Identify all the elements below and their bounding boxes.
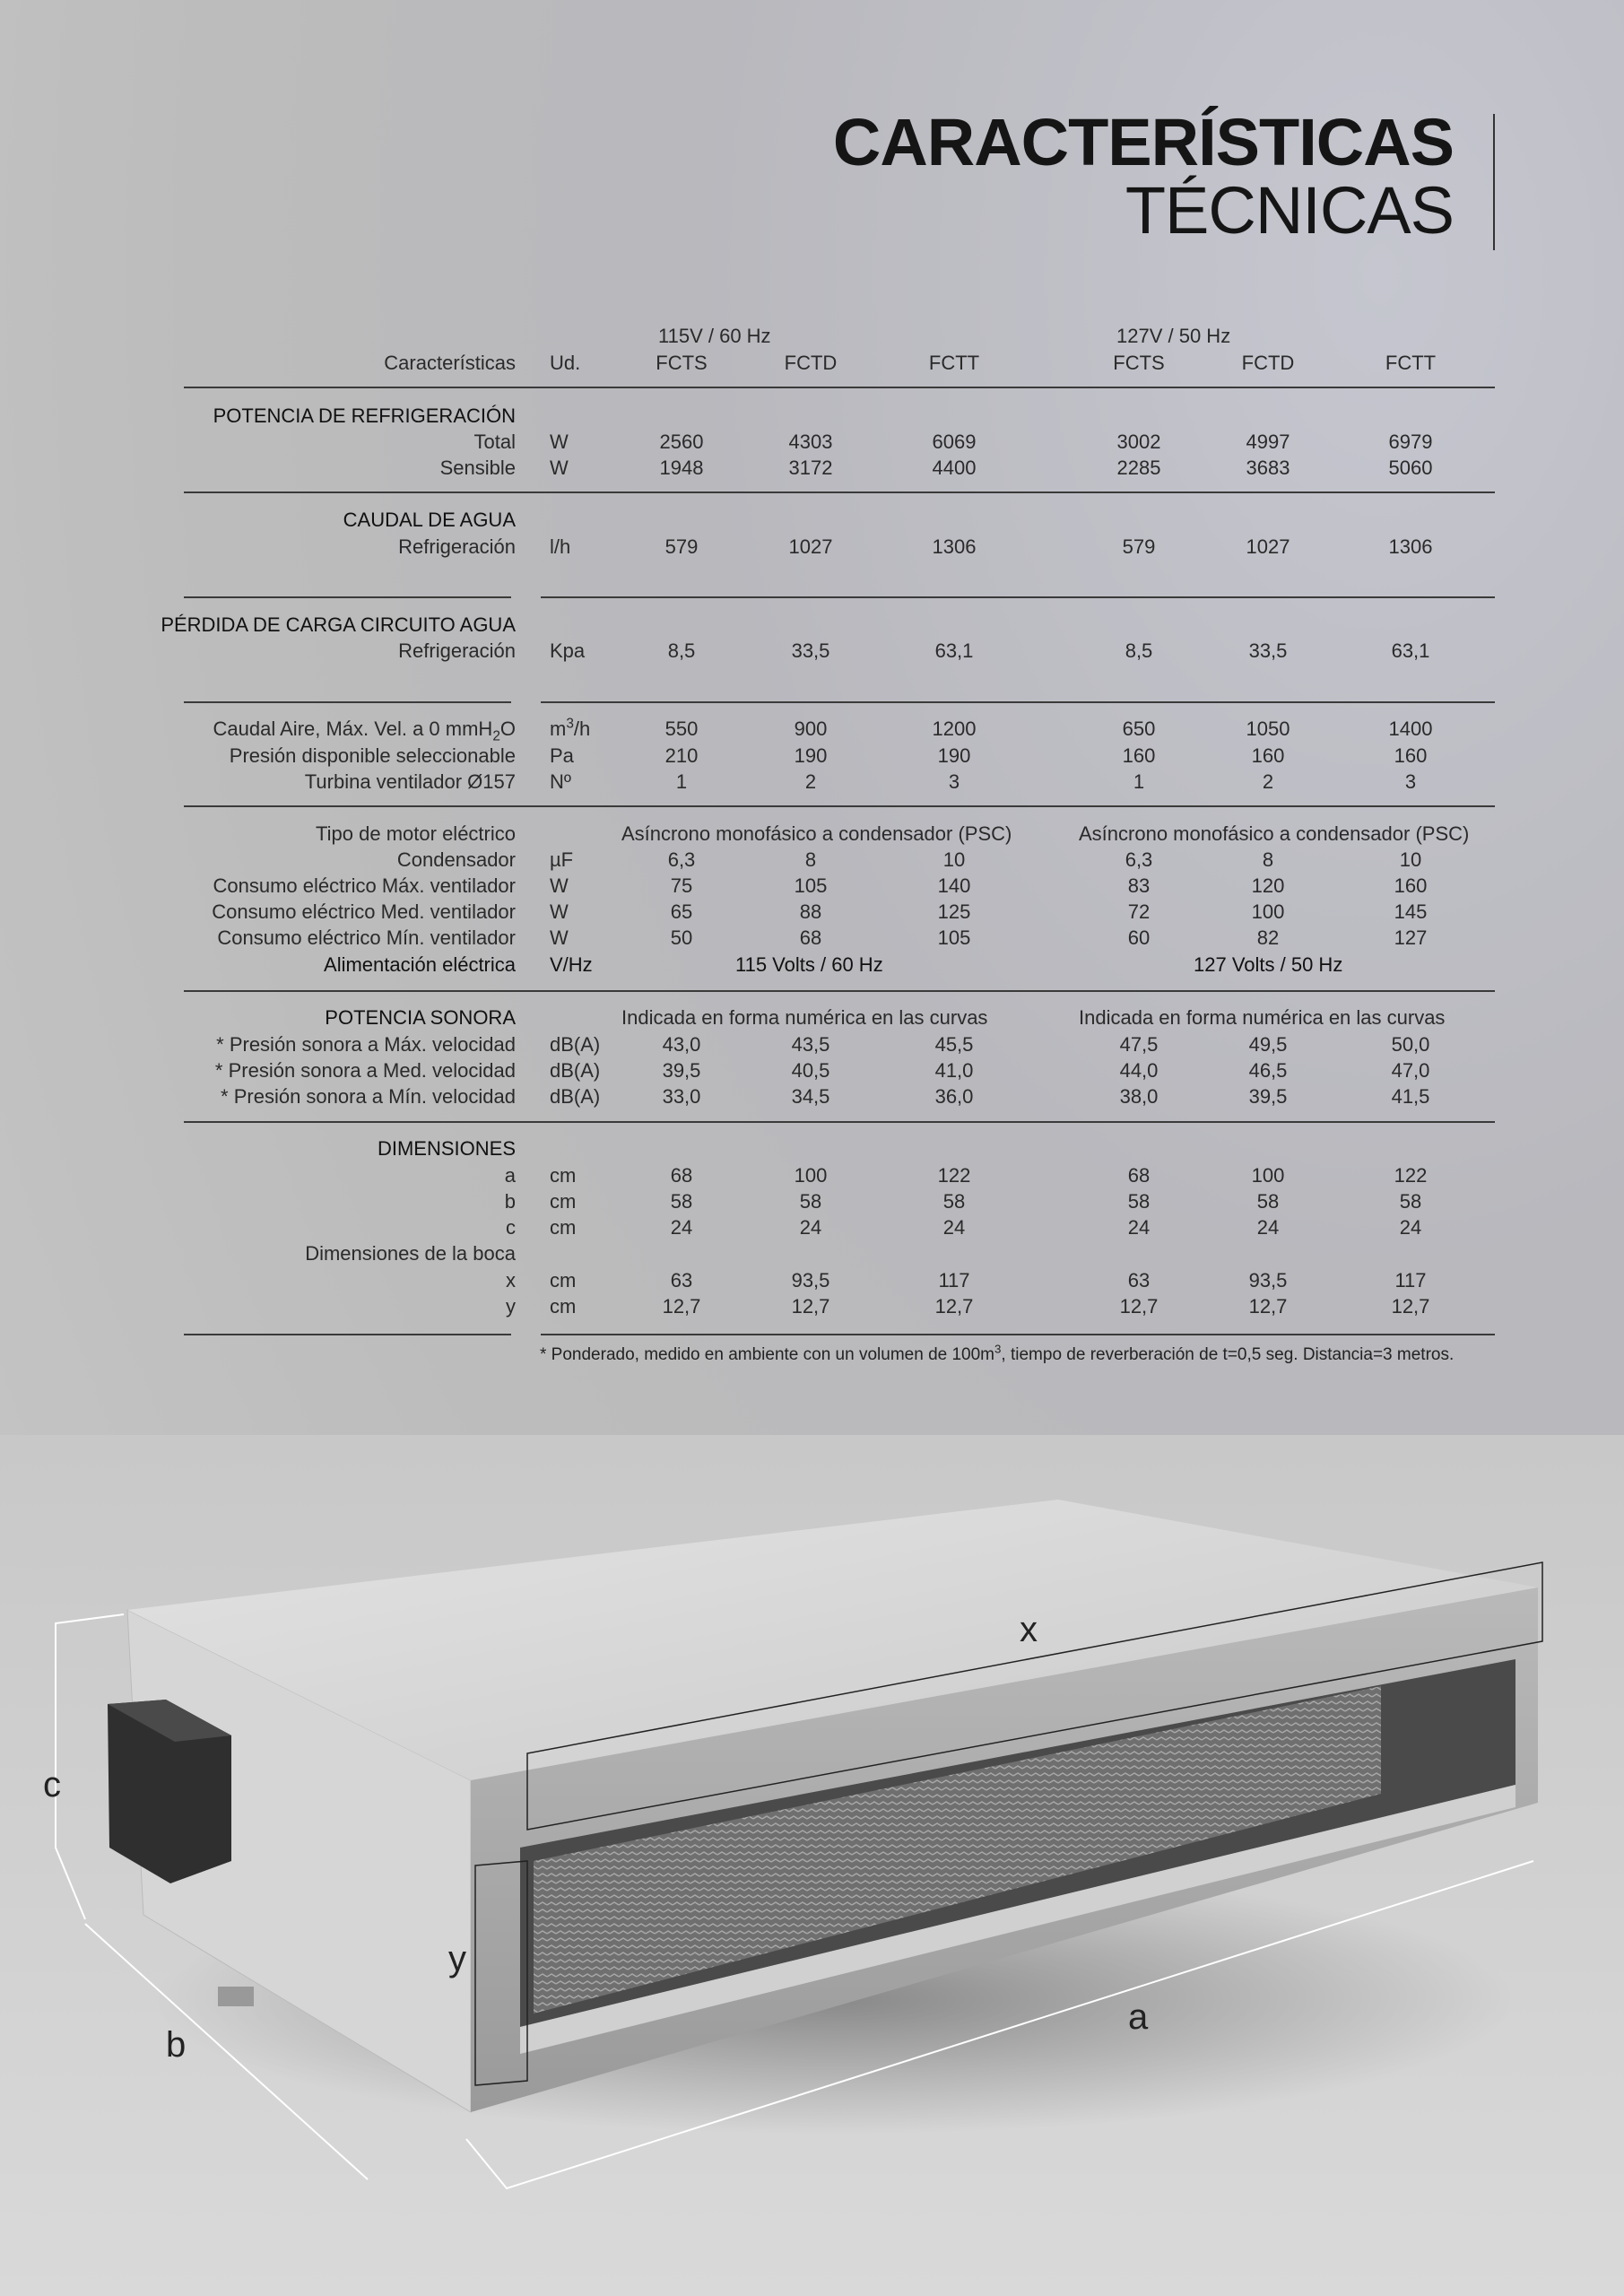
row-label: * Presión sonora a Mín. velocidad — [221, 1085, 516, 1108]
row-value: 24 — [670, 1216, 693, 1239]
row-value: 2560 — [659, 430, 704, 453]
fan-coil-unit-illustration — [0, 1435, 1624, 2296]
dim-c-label: c — [43, 1765, 61, 1805]
row-label: x — [506, 1269, 516, 1292]
row-value: 579 — [664, 535, 699, 558]
row-value: 1050 — [1246, 718, 1290, 740]
row-value: 100 — [1251, 1164, 1285, 1187]
row-label: y — [506, 1295, 516, 1318]
row-label: Condensador — [396, 848, 516, 871]
table-rule — [184, 805, 1495, 807]
row-value: 38,0 — [1119, 1085, 1159, 1108]
row-label: a — [504, 1164, 516, 1187]
row-value: 50 — [670, 926, 693, 949]
header-unit: Ud. — [550, 352, 581, 374]
motor-type-127v: Asíncrono monofásico a condensador (PSC) — [1079, 822, 1470, 845]
row-unit: cm — [550, 1164, 577, 1187]
header-model: FCTD — [1241, 352, 1295, 374]
row-value: 3002 — [1116, 430, 1161, 453]
row-value: 10 — [1399, 848, 1422, 871]
row-value: 125 — [937, 900, 971, 923]
row-value: 24 — [1256, 1216, 1280, 1239]
row-value: 43,5 — [791, 1033, 830, 1056]
row-value: 12,7 — [1391, 1295, 1430, 1318]
section-caudal: CAUDAL DE AGUA — [343, 509, 516, 531]
row-value: 4303 — [788, 430, 833, 453]
row-value: 1 — [675, 770, 688, 793]
row-unit: cm — [550, 1190, 577, 1213]
page-title — [832, 105, 1454, 248]
motor-label: Tipo de motor eléctrico — [316, 822, 516, 845]
sonora-note-127v: Indicada en forma numérica en las curvas — [1079, 1006, 1446, 1029]
row-value: 36,0 — [934, 1085, 974, 1108]
row-label: Consumo eléctrico Máx. ventilador — [213, 874, 516, 897]
alimentacion-115v: 115 Volts / 60 Hz — [735, 953, 883, 976]
dim-x-label: x — [1020, 1610, 1038, 1649]
title-divider — [1493, 114, 1495, 250]
row-value: 579 — [1122, 535, 1156, 558]
table-rule — [184, 701, 511, 703]
row-label: Consumo eléctrico Med. ventilador — [212, 900, 516, 923]
row-value: 33,5 — [1248, 639, 1288, 662]
row-unit: W — [550, 900, 569, 923]
row-value: 83 — [1127, 874, 1151, 897]
row-label: b — [504, 1190, 516, 1213]
row-value: 12,7 — [1248, 1295, 1288, 1318]
row-value: 4400 — [932, 457, 977, 479]
row-value: 160 — [1394, 874, 1428, 897]
header-group-127v: 127V / 50 Hz — [1116, 325, 1231, 347]
row-value: 8,5 — [667, 639, 696, 662]
motor-type-115v: Asíncrono monofásico a condensador (PSC) — [621, 822, 1012, 845]
caudal-aire-unit: $m^3/h$ — [550, 716, 591, 740]
row-value: 24 — [799, 1216, 822, 1239]
table-rule — [184, 387, 1495, 388]
alimentacion-unit: V/Hz — [550, 953, 593, 976]
row-value: 12,7 — [1119, 1295, 1159, 1318]
row-value: 47,5 — [1119, 1033, 1159, 1056]
row-value: 1306 — [932, 535, 977, 558]
row-value: 8 — [1262, 848, 1274, 871]
row-value: 3 — [1404, 770, 1417, 793]
row-value: 900 — [794, 718, 828, 740]
row-value: 190 — [937, 744, 971, 767]
row-label: c — [506, 1216, 516, 1239]
row-value: 100 — [794, 1164, 828, 1187]
row-value: 43,0 — [662, 1033, 701, 1056]
section-sonora: POTENCIA SONORA — [325, 1006, 516, 1029]
row-value: 6,3 — [667, 848, 696, 871]
row-unit: dB(A) — [550, 1085, 601, 1108]
row-value: 210 — [664, 744, 699, 767]
row-label: Consumo eléctrico Mín. ventilador — [217, 926, 516, 949]
header-model: FCTS — [656, 352, 708, 374]
row-value: 75 — [670, 874, 693, 897]
table-rule — [184, 491, 1495, 493]
row-value: 1027 — [788, 535, 833, 558]
footnote: * Ponderado, medido en ambiente con un volumen de $100m^3$, tiempo de reverberación de t=0,5 seg. Distancia=3 metros. — [540, 1342, 1455, 1364]
row-value: 5060 — [1388, 457, 1433, 479]
row-value: 1200 — [932, 718, 977, 740]
row-value: 100 — [1251, 900, 1285, 923]
row-value: 63 — [1127, 1269, 1151, 1292]
row-value: 145 — [1394, 900, 1428, 923]
row-value: 82 — [1256, 926, 1280, 949]
row-value: 88 — [799, 900, 822, 923]
alimentacion-127v: 127 Volts / 50 Hz — [1194, 953, 1343, 976]
header-model: FCTD — [784, 352, 838, 374]
row-value: 6069 — [932, 430, 977, 453]
row-value: 3683 — [1246, 457, 1290, 479]
row-value: 6,3 — [1125, 848, 1153, 871]
row-unit: Kpa — [550, 639, 586, 662]
row-value: 58 — [1399, 1190, 1422, 1213]
title-line1: CARACTERÍSTICAS — [832, 105, 1454, 179]
row-value: 41,5 — [1391, 1085, 1430, 1108]
row-label: * Presión sonora a Med. velocidad — [214, 1059, 516, 1082]
row-unit: W — [550, 430, 569, 453]
row-value: 39,5 — [662, 1059, 701, 1082]
header-model: FCTT — [928, 352, 980, 374]
row-label: Refrigeración — [398, 535, 516, 558]
header-group-115v: 115V / 60 Hz — [658, 325, 771, 347]
row-value: 6979 — [1388, 430, 1433, 453]
row-unit: µF — [550, 848, 574, 871]
table-rule — [184, 596, 511, 598]
row-value: 46,5 — [1248, 1059, 1288, 1082]
row-value: 39,5 — [1248, 1085, 1288, 1108]
table-rule — [184, 1334, 511, 1335]
row-value: 1027 — [1246, 535, 1290, 558]
row-value: 120 — [1251, 874, 1285, 897]
row-value: 24 — [942, 1216, 966, 1239]
row-value: 8 — [804, 848, 817, 871]
row-value: 24 — [1127, 1216, 1151, 1239]
row-label: Turbina ventilador Ø157 — [304, 770, 516, 793]
section-dimensiones: DIMENSIONES — [377, 1137, 516, 1160]
row-value: 63,1 — [934, 639, 974, 662]
section-perdida: PÉRDIDA DE CARGA CIRCUITO AGUA — [161, 613, 516, 636]
row-unit: l/h — [550, 535, 571, 558]
row-value: 3 — [948, 770, 960, 793]
header-characteristics: Características — [384, 352, 516, 374]
row-value: 160 — [1251, 744, 1285, 767]
table-rule — [541, 596, 1495, 598]
row-value: 72 — [1127, 900, 1151, 923]
row-value: 93,5 — [1248, 1269, 1288, 1292]
row-unit: W — [550, 457, 569, 479]
row-value: 4997 — [1246, 430, 1290, 453]
row-value: 1948 — [659, 457, 704, 479]
row-value: 65 — [670, 900, 693, 923]
row-value: 2285 — [1116, 457, 1161, 479]
header-model: FCTS — [1113, 352, 1165, 374]
row-value: 127 — [1394, 926, 1428, 949]
row-value: 160 — [1122, 744, 1156, 767]
row-value: 105 — [794, 874, 828, 897]
row-value: 58 — [799, 1190, 822, 1213]
row-value: 10 — [942, 848, 966, 871]
row-value: 50,0 — [1391, 1033, 1430, 1056]
sonora-note-115v: Indicada en forma numérica en las curvas — [621, 1006, 988, 1029]
dim-y-label: y — [448, 1939, 466, 1979]
row-value: 8,5 — [1125, 639, 1153, 662]
row-value: 3172 — [788, 457, 833, 479]
row-value: 190 — [794, 744, 828, 767]
row-value: 58 — [1127, 1190, 1151, 1213]
row-unit: W — [550, 874, 569, 897]
row-value: 1 — [1133, 770, 1145, 793]
row-value: 58 — [942, 1190, 966, 1213]
row-value: 68 — [670, 1164, 693, 1187]
row-value: 550 — [664, 718, 699, 740]
row-unit: Pa — [550, 744, 574, 767]
table-rule — [184, 990, 1495, 992]
row-value: 93,5 — [791, 1269, 830, 1292]
row-label: Presión disponible seleccionable — [229, 744, 516, 767]
row-value: 60 — [1127, 926, 1151, 949]
dim-a-label: a — [1128, 1997, 1149, 2037]
row-unit: cm — [550, 1295, 577, 1318]
row-value: 68 — [799, 926, 822, 949]
drain-pipe — [218, 1987, 254, 2006]
row-value: 47,0 — [1391, 1059, 1430, 1082]
row-value: 122 — [937, 1164, 971, 1187]
table-rule — [184, 1121, 1495, 1123]
row-value: 63,1 — [1391, 639, 1430, 662]
row-value: 33,0 — [662, 1085, 701, 1108]
row-value: 63 — [670, 1269, 693, 1292]
row-unit: dB(A) — [550, 1059, 601, 1082]
row-value: 41,0 — [934, 1059, 974, 1082]
row-value: 58 — [1256, 1190, 1280, 1213]
row-label: Refrigeración — [398, 639, 516, 662]
row-value: 44,0 — [1119, 1059, 1159, 1082]
dim-b-label: b — [166, 2025, 187, 2065]
alimentacion-label: Alimentación eléctrica — [324, 953, 516, 976]
table-rule — [541, 1334, 1495, 1335]
row-label: * Presión sonora a Máx. velocidad — [216, 1033, 516, 1056]
row-value: 58 — [670, 1190, 693, 1213]
row-value: 650 — [1122, 718, 1156, 740]
table-rule — [541, 701, 1495, 703]
row-unit: cm — [550, 1216, 577, 1239]
row-value: 117 — [1394, 1269, 1427, 1292]
row-value: 24 — [1399, 1216, 1422, 1239]
row-value: 12,7 — [662, 1295, 701, 1318]
row-value: 160 — [1394, 744, 1428, 767]
section-potencia: POTENCIA DE REFRIGERACIÓN — [213, 404, 516, 427]
row-value: 49,5 — [1248, 1033, 1288, 1056]
header-model: FCTT — [1385, 352, 1437, 374]
dim-boca-label: Dimensiones de la boca — [305, 1242, 516, 1265]
row-value: 1400 — [1388, 718, 1433, 740]
row-value: 68 — [1127, 1164, 1151, 1187]
row-value: 33,5 — [791, 639, 830, 662]
row-value: 45,5 — [934, 1033, 974, 1056]
row-unit: Nº — [550, 770, 571, 793]
row-value: 122 — [1394, 1164, 1428, 1187]
row-value: 34,5 — [791, 1085, 830, 1108]
caudal-aire-label: Caudal Aire, Máx. Vel. a 0 mmH$_2$O — [213, 718, 516, 744]
row-unit: cm — [550, 1269, 577, 1292]
row-value: 12,7 — [791, 1295, 830, 1318]
title-line2: TÉCNICAS — [1125, 173, 1454, 248]
row-value: 2 — [1262, 770, 1274, 793]
row-value: 1306 — [1388, 535, 1433, 558]
row-label: Total — [473, 430, 516, 453]
row-value: 105 — [937, 926, 971, 949]
row-unit: dB(A) — [550, 1033, 601, 1056]
row-value: 2 — [804, 770, 817, 793]
row-value: 140 — [937, 874, 971, 897]
row-value: 12,7 — [934, 1295, 974, 1318]
row-label: Sensible — [439, 457, 516, 479]
row-value: 40,5 — [791, 1059, 830, 1082]
row-unit: W — [550, 926, 569, 949]
row-value: 117 — [938, 1269, 970, 1292]
